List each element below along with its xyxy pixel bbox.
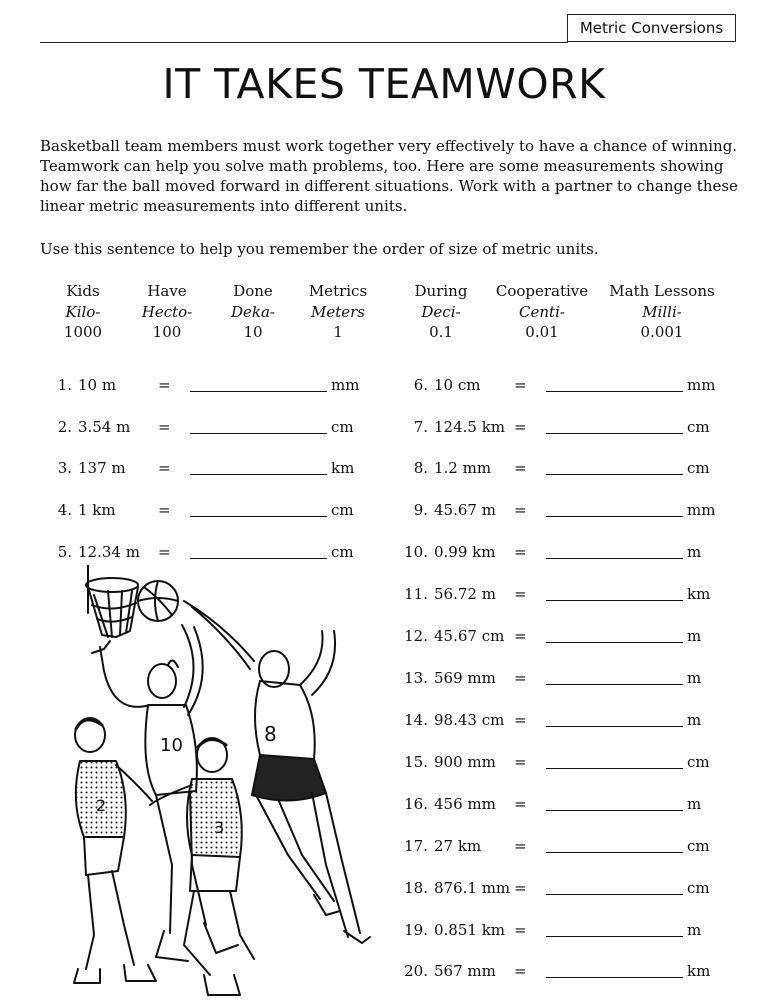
mnemonic-column [117, 281, 217, 343]
mnemonic-word: Metrics [308, 282, 368, 300]
problem-number: 20. [404, 962, 428, 980]
problem-number: 12. [404, 627, 428, 645]
problem-number: 11. [404, 585, 428, 603]
target-unit: cm [687, 879, 710, 897]
svg-text:10: 10 [160, 735, 183, 756]
problem-number: 16. [404, 795, 428, 813]
problem-number: 4. [57, 501, 72, 519]
hoop-icon [86, 565, 138, 637]
mnemonic-word: Kids [66, 282, 100, 300]
problem-number: 5. [57, 543, 72, 561]
mnemonic-column [288, 281, 388, 343]
problem-number: 14. [404, 711, 428, 729]
problem-value: 876.1 mm [434, 879, 511, 897]
target-unit: m [687, 795, 702, 813]
answer-blank[interactable] [546, 977, 683, 978]
mnemonic-value: 0.001 [640, 323, 684, 341]
mnemonic-word: Math Lessons [609, 282, 715, 300]
equals-sign: = [158, 376, 171, 394]
target-unit: m [687, 543, 702, 561]
answer-blank[interactable] [190, 558, 327, 559]
mnemonic-column [391, 281, 491, 343]
mnemonic-prefix: Deci- [421, 302, 461, 321]
basketball-players-illustration [64, 565, 394, 1001]
problem-value: 1 km [78, 501, 116, 519]
equals-sign: = [514, 921, 527, 939]
equals-sign: = [514, 962, 527, 980]
svg-text:2: 2 [96, 796, 107, 815]
target-unit: cm [687, 418, 710, 436]
equals-sign: = [514, 459, 527, 477]
equals-sign: = [158, 459, 171, 477]
equals-sign: = [514, 753, 527, 771]
equals-sign: = [514, 501, 527, 519]
target-unit: cm [331, 501, 354, 519]
mnemonic-value: 1 [333, 323, 343, 341]
problem-value: 45.67 m [434, 501, 496, 519]
problem-number: 18. [404, 879, 428, 897]
target-unit: m [687, 921, 702, 939]
mnemonic-prefix: Meters [310, 302, 365, 321]
equals-sign: = [514, 585, 527, 603]
answer-blank[interactable] [546, 726, 683, 727]
problem-number: 17. [404, 837, 428, 855]
answer-blank[interactable] [546, 642, 683, 643]
answer-blank[interactable] [546, 391, 683, 392]
problem-number: 1. [57, 376, 72, 394]
problem-value: 569 mm [434, 669, 496, 687]
answer-blank[interactable] [546, 516, 683, 517]
problem-value: 98.43 cm [434, 711, 505, 729]
problem-number: 3. [57, 459, 72, 477]
mnemonic-word: Done [233, 282, 273, 300]
mnemonic-word: Have [147, 282, 187, 300]
header-rule [40, 42, 568, 43]
mnemonic-prefix: Centi- [519, 302, 565, 321]
mnemonic-value: 1000 [63, 323, 103, 341]
problem-value: 124.5 km [434, 418, 506, 436]
equals-sign: = [514, 669, 527, 687]
player-3-figure [150, 738, 254, 995]
mnemonic-prefix: Milli- [642, 302, 682, 321]
mnemonic-prompt: Use this sentence to help you remember the order of size of metric units. [40, 240, 599, 258]
answer-blank[interactable] [546, 600, 683, 601]
equals-sign: = [514, 376, 527, 394]
mnemonic-column [492, 281, 592, 343]
problem-value: 12.34 m [78, 543, 140, 561]
problem-value: 900 mm [434, 753, 496, 771]
mnemonic-column [602, 281, 722, 343]
page-title: IT TAKES TEAMWORK [162, 60, 606, 108]
problem-value: 1.2 mm [434, 459, 492, 477]
answer-blank[interactable] [190, 433, 327, 434]
equals-sign: = [514, 795, 527, 813]
equals-sign: = [158, 418, 171, 436]
problem-value: 27 km [434, 837, 482, 855]
answer-blank[interactable] [546, 852, 683, 853]
mnemonic-word: Cooperative [495, 282, 589, 300]
target-unit: km [331, 459, 355, 477]
target-unit: km [687, 962, 711, 980]
equals-sign: = [514, 711, 527, 729]
problem-number: 6. [413, 376, 428, 394]
target-unit: cm [331, 543, 354, 561]
mnemonic-word: During [414, 282, 468, 300]
target-unit: cm [687, 837, 710, 855]
problem-value: 10 m [78, 376, 117, 394]
problem-value: 10 cm [434, 376, 481, 394]
problem-value: 137 m [78, 459, 126, 477]
problem-number: 10. [404, 543, 428, 561]
mnemonic-prefix: Deka- [230, 302, 275, 321]
answer-blank[interactable] [546, 684, 683, 685]
answer-blank[interactable] [546, 936, 683, 937]
target-unit: cm [331, 418, 354, 436]
equals-sign: = [514, 627, 527, 645]
target-unit: mm [687, 501, 716, 519]
answer-blank[interactable] [546, 894, 683, 895]
target-unit: mm [331, 376, 360, 394]
svg-text:3: 3 [214, 818, 225, 837]
intro-paragraph: Basketball team members must work together very effectively to have a chance of winning. Teamwork can help you solve math problems, too. Here are some measurements showing how far the ball moved forward in different situations. Work with a partner to change these linear metric measurements into different units. [40, 137, 738, 215]
problem-number: 19. [404, 921, 428, 939]
problem-number: 8. [413, 459, 428, 477]
problem-value: 45.67 cm [434, 627, 505, 645]
problem-number: 13. [404, 669, 428, 687]
problem-value: 567 mm [434, 962, 496, 980]
answer-blank[interactable] [190, 474, 327, 475]
problem-number: 9. [413, 501, 428, 519]
problem-value: 3.54 m [78, 418, 131, 436]
basketball-icon [138, 581, 178, 621]
problem-value: 0.851 km [434, 921, 506, 939]
target-unit: m [687, 711, 702, 729]
equals-sign: = [158, 501, 171, 519]
target-unit: km [687, 585, 711, 603]
target-unit: m [687, 669, 702, 687]
answer-blank[interactable] [546, 433, 683, 434]
equals-sign: = [514, 879, 527, 897]
answer-blank[interactable] [546, 768, 683, 769]
answer-blank[interactable] [546, 810, 683, 811]
answer-blank[interactable] [190, 391, 327, 392]
answer-blank[interactable] [546, 558, 683, 559]
target-unit: m [687, 627, 702, 645]
section-tag: Metric Conversions [567, 14, 736, 42]
problem-value: 456 mm [434, 795, 496, 813]
problem-number: 15. [404, 753, 428, 771]
answer-blank[interactable] [546, 474, 683, 475]
equals-sign: = [158, 543, 171, 561]
problem-value: 0.99 km [434, 543, 496, 561]
equals-sign: = [514, 418, 527, 436]
equals-sign: = [514, 543, 527, 561]
target-unit: cm [687, 459, 710, 477]
target-unit: mm [687, 376, 716, 394]
mnemonic-prefix: Kilo- [65, 302, 101, 321]
mnemonic-prefix: Hecto- [141, 302, 193, 321]
mnemonic-value: 0.1 [429, 323, 453, 341]
mnemonic-value: 100 [152, 323, 182, 341]
answer-blank[interactable] [190, 516, 327, 517]
problem-number: 2. [57, 418, 72, 436]
mnemonic-value: 0.01 [525, 323, 559, 341]
target-unit: cm [687, 753, 710, 771]
problem-value: 56.72 m [434, 585, 496, 603]
svg-text:8: 8 [264, 722, 277, 746]
problem-number: 7. [413, 418, 428, 436]
player-2-figure [74, 718, 156, 983]
mnemonic-value: 10 [243, 323, 263, 341]
equals-sign: = [514, 837, 527, 855]
